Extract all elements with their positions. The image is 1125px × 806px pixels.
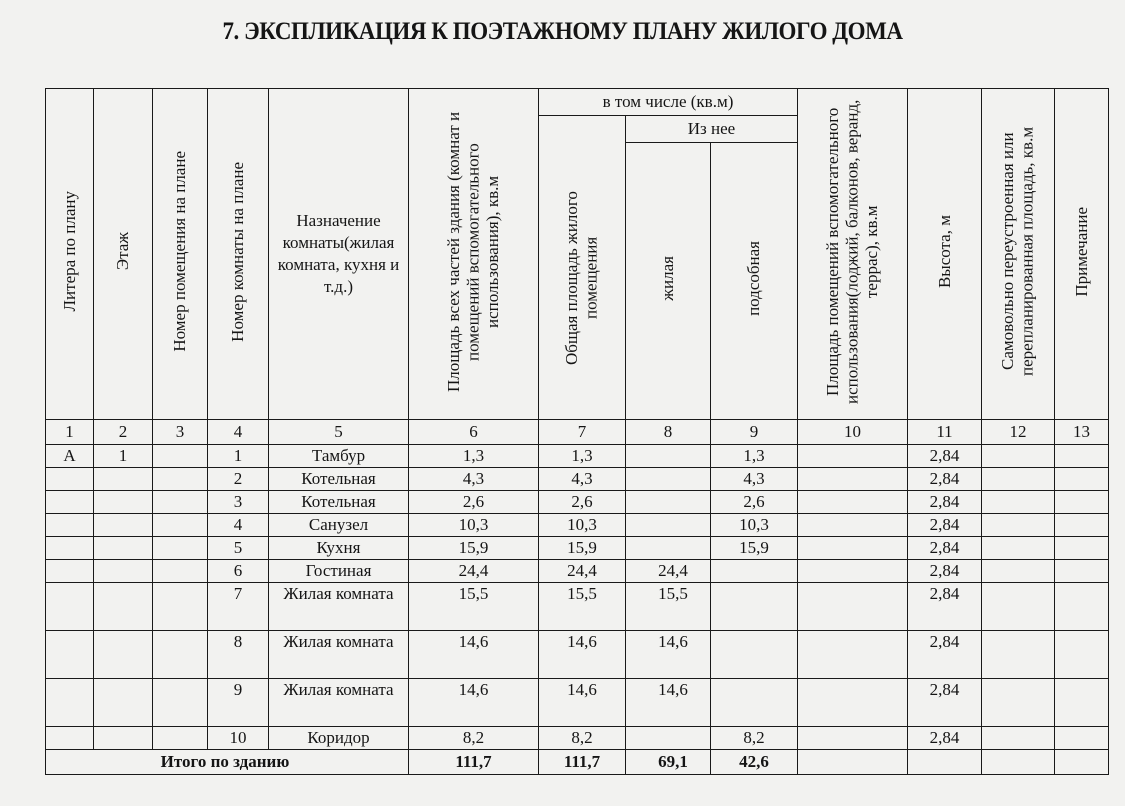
aux-use-cell [798, 679, 908, 727]
living-area-cell: 14,6 [626, 631, 711, 679]
room-number-cell: 5 [208, 537, 269, 560]
column-number: 7 [539, 420, 626, 445]
floor-cell [94, 727, 153, 750]
table-row [46, 631, 1109, 679]
premise-cell [153, 537, 208, 560]
rebuilt-cell [982, 537, 1055, 560]
column-number: 8 [626, 420, 711, 445]
living-area-cell [626, 468, 711, 491]
aux-use-cell [798, 631, 908, 679]
living-area-cell [626, 727, 711, 750]
total-label: Итого по зданию [46, 750, 409, 775]
column-number: 3 [153, 420, 208, 445]
table-row [46, 679, 1109, 727]
premise-cell [153, 631, 208, 679]
living-area-cell [626, 537, 711, 560]
height-cell: 2,84 [908, 491, 982, 514]
note-cell [1055, 560, 1109, 583]
living-area-cell [626, 514, 711, 537]
living-total-cell: 15,5 [539, 583, 626, 631]
column-number: 13 [1055, 420, 1109, 445]
total-area-cell: 4,3 [409, 468, 539, 491]
header-living [626, 143, 711, 420]
total-area-cell: 10,3 [409, 514, 539, 537]
note-cell [1055, 583, 1109, 631]
living-total-cell: 15,9 [539, 537, 626, 560]
premise-cell [153, 583, 208, 631]
note-cell [1055, 727, 1109, 750]
header-room-purpose: Назначение комнаты(жилая комната, кухня и т.д.) [269, 89, 409, 420]
rebuilt-cell [982, 514, 1055, 537]
note-cell [1055, 468, 1109, 491]
rebuilt-cell [982, 583, 1055, 631]
floor-cell [94, 537, 153, 560]
height-cell: 2,84 [908, 445, 982, 468]
living-total-cell: 14,6 [539, 679, 626, 727]
room-name-cell: Гостиная [269, 560, 409, 583]
header-living-total [539, 116, 626, 420]
aux-use-cell [798, 491, 908, 514]
premise-cell [153, 560, 208, 583]
room-name-cell: Котельная [269, 491, 409, 514]
auxiliary-area-cell: 15,9 [711, 537, 798, 560]
total-auxiliary-sum: 42,6 [711, 750, 798, 775]
table-row [46, 468, 1109, 491]
room-name-cell: Коридор [269, 727, 409, 750]
auxiliary-area-cell: 2,6 [711, 491, 798, 514]
rebuilt-cell [982, 679, 1055, 727]
note-cell [1055, 491, 1109, 514]
total-living-total-sum: 111,7 [539, 750, 626, 775]
living-total-cell: 24,4 [539, 560, 626, 583]
column-number: 5 [269, 420, 409, 445]
header-living-label: жилая [658, 256, 678, 301]
total-area-cell: 14,6 [409, 679, 539, 727]
header-note [1055, 89, 1109, 420]
auxiliary-area-cell [711, 583, 798, 631]
premise-cell [153, 679, 208, 727]
premise-cell [153, 727, 208, 750]
floor-cell: 1 [94, 445, 153, 468]
floor-cell [94, 514, 153, 537]
room-name-cell: Жилая комната [269, 679, 409, 727]
header-rebuilt [982, 89, 1055, 420]
header-group: в том числе (кв.м) [539, 89, 798, 116]
column-number: 12 [982, 420, 1055, 445]
column-number: 2 [94, 420, 153, 445]
note-cell [1055, 679, 1109, 727]
floor-cell [94, 468, 153, 491]
living-area-cell: 14,6 [626, 679, 711, 727]
aux-use-cell [798, 445, 908, 468]
total-area-sum: 111,7 [409, 750, 539, 775]
height-cell: 2,84 [908, 560, 982, 583]
aux-use-cell [798, 468, 908, 491]
total-area-cell: 14,6 [409, 631, 539, 679]
header-premise [153, 89, 208, 420]
floor-cell [94, 491, 153, 514]
room-number-cell: 6 [208, 560, 269, 583]
table-row [46, 727, 1109, 750]
table-row [46, 583, 1109, 631]
room-number-cell: 2 [208, 468, 269, 491]
living-total-cell: 1,3 [539, 445, 626, 468]
header-rebuilt-label: Самовольно переустроенная или перепланированная площадь, кв.м [998, 126, 1037, 377]
litera-cell [46, 468, 94, 491]
auxiliary-area-cell: 1,3 [711, 445, 798, 468]
total-area-cell: 24,4 [409, 560, 539, 583]
litera-cell [46, 727, 94, 750]
aux-use-cell [798, 514, 908, 537]
rebuilt-cell [982, 727, 1055, 750]
auxiliary-area-cell: 4,3 [711, 468, 798, 491]
premise-cell [153, 468, 208, 491]
litera-cell [46, 537, 94, 560]
room-number-cell: 10 [208, 727, 269, 750]
litera-cell [46, 491, 94, 514]
room-name-cell: Жилая комната [269, 583, 409, 631]
aux-use-cell [798, 583, 908, 631]
table-row [46, 445, 1109, 468]
height-cell: 2,84 [908, 537, 982, 560]
header-subgroup: Из нее [626, 116, 798, 143]
header-height-label: Высота, м [934, 214, 954, 289]
room-name-cell: Тамбур [269, 445, 409, 468]
page-title: 7. ЭКСПЛИКАЦИЯ К ПОЭТАЖНОМУ ПЛАНУ ЖИЛОГО ДОМА [222, 18, 903, 45]
room-number-cell: 3 [208, 491, 269, 514]
room-name-cell: Котельная [269, 468, 409, 491]
auxiliary-area-cell: 8,2 [711, 727, 798, 750]
auxiliary-area-cell [711, 560, 798, 583]
litera-cell [46, 631, 94, 679]
header-room-number [208, 89, 269, 420]
table-row [46, 514, 1109, 537]
header-height [908, 89, 982, 420]
living-area-cell [626, 445, 711, 468]
total-area-cell: 8,2 [409, 727, 539, 750]
height-cell: 2,84 [908, 514, 982, 537]
total-area-cell: 2,6 [409, 491, 539, 514]
auxiliary-area-cell [711, 631, 798, 679]
total-rebuilt [982, 750, 1055, 775]
column-number: 9 [711, 420, 798, 445]
aux-use-cell [798, 727, 908, 750]
rebuilt-cell [982, 491, 1055, 514]
living-area-cell: 24,4 [626, 560, 711, 583]
litera-cell [46, 560, 94, 583]
room-number-cell: 4 [208, 514, 269, 537]
litera-cell [46, 514, 94, 537]
header-floor-label: Этаж [113, 232, 133, 271]
aux-use-cell [798, 537, 908, 560]
total-aux-use [798, 750, 908, 775]
room-number-cell: 8 [208, 631, 269, 679]
rebuilt-cell [982, 468, 1055, 491]
header-litera-label: Литера по плану [59, 191, 79, 312]
header-total-area [409, 89, 539, 420]
table-row [46, 560, 1109, 583]
total-living-sum: 69,1 [626, 750, 711, 775]
total-area-cell: 1,3 [409, 445, 539, 468]
room-number-cell: 7 [208, 583, 269, 631]
header-auxiliary-label: подсобная [744, 241, 764, 316]
floor-cell [94, 560, 153, 583]
column-number: 11 [908, 420, 982, 445]
header-aux-use [798, 89, 908, 420]
header-premise-label: Номер помещения на плане [170, 151, 190, 352]
table-body [46, 445, 1109, 750]
rebuilt-cell [982, 631, 1055, 679]
height-cell: 2,84 [908, 468, 982, 491]
floor-cell [94, 583, 153, 631]
height-cell: 2,84 [908, 727, 982, 750]
total-note [1055, 750, 1109, 775]
living-total-cell: 14,6 [539, 631, 626, 679]
premise-cell [153, 491, 208, 514]
auxiliary-area-cell [711, 679, 798, 727]
living-total-cell: 4,3 [539, 468, 626, 491]
rebuilt-cell [982, 445, 1055, 468]
column-number: 1 [46, 420, 94, 445]
living-total-cell: 8,2 [539, 727, 626, 750]
column-number: 4 [208, 420, 269, 445]
header-living-total-label: Общая площадь жилого помещения [562, 191, 601, 365]
living-total-cell: 10,3 [539, 514, 626, 537]
room-number-cell: 9 [208, 679, 269, 727]
room-name-cell: Жилая комната [269, 631, 409, 679]
header-litera [46, 89, 94, 420]
room-name-cell: Санузел [269, 514, 409, 537]
auxiliary-area-cell: 10,3 [711, 514, 798, 537]
table-row [46, 537, 1109, 560]
living-area-cell [626, 491, 711, 514]
column-number: 6 [409, 420, 539, 445]
living-total-cell: 2,6 [539, 491, 626, 514]
note-cell [1055, 445, 1109, 468]
floor-cell [94, 679, 153, 727]
height-cell: 2,84 [908, 583, 982, 631]
header-total-area-label: Площадь всех частей здания (комнат и помещений вспомогательного использования), кв.м [444, 111, 503, 392]
header-auxiliary [711, 143, 798, 420]
total-row [46, 750, 1109, 775]
aux-use-cell [798, 560, 908, 583]
total-height [908, 750, 982, 775]
litera-cell [46, 583, 94, 631]
total-area-cell: 15,5 [409, 583, 539, 631]
litera-cell [46, 679, 94, 727]
column-numbers-row [46, 420, 1109, 445]
living-area-cell: 15,5 [626, 583, 711, 631]
rebuilt-cell [982, 560, 1055, 583]
litera-cell: А [46, 445, 94, 468]
note-cell [1055, 537, 1109, 560]
column-number: 10 [798, 420, 908, 445]
header-aux-use-label: Площадь помещений вспомогательного использования(лоджий, балконов, веранд, террас), кв.м [823, 99, 882, 404]
floor-cell [94, 631, 153, 679]
premise-cell [153, 514, 208, 537]
note-cell [1055, 631, 1109, 679]
table-row [46, 491, 1109, 514]
room-name-cell: Кухня [269, 537, 409, 560]
total-area-cell: 15,9 [409, 537, 539, 560]
premise-cell [153, 445, 208, 468]
room-number-cell: 1 [208, 445, 269, 468]
header-floor [94, 89, 153, 420]
header-room-number-label: Номер комнаты на плане [228, 161, 248, 342]
header-note-label: Примечание [1071, 206, 1091, 297]
height-cell: 2,84 [908, 679, 982, 727]
explication-table [45, 88, 1109, 775]
height-cell: 2,84 [908, 631, 982, 679]
note-cell [1055, 514, 1109, 537]
